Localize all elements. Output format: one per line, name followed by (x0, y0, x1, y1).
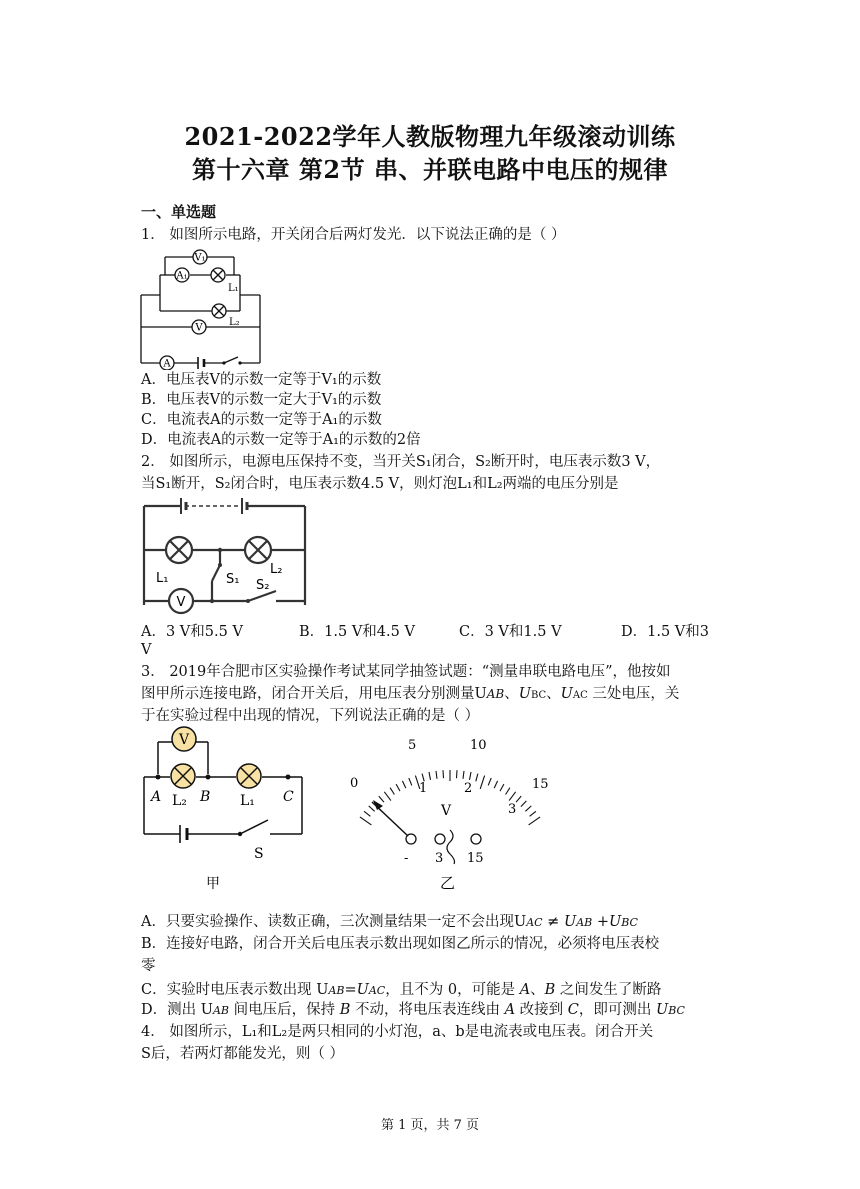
q4-stem-line-1: 4． 如图所示，L₁和L₂是两只相同的小灯泡，a、b是电流表或电压表。闭合开关 (141, 1024, 654, 1040)
q2-option-c: C．3 V和1.5 V (459, 624, 562, 640)
q1-label-a1: A₁ (176, 270, 188, 282)
q2-circuit-figure (140, 495, 310, 617)
q3a-label-l1: L₁ (240, 793, 255, 809)
q3b-scale-tick (396, 784, 400, 791)
q3b-scale-tick (470, 772, 472, 780)
q3b-scale-tick (521, 801, 527, 807)
q3b-scale-tick (494, 781, 497, 788)
q3b-scale-5: 5 (408, 738, 417, 753)
q3b-scale-tick (463, 771, 464, 779)
q3b-scale-tick (457, 770, 458, 778)
q3b-scale-15: 15 (532, 777, 549, 792)
q3a-label-s: S (254, 846, 264, 862)
q3a-label-c: C (283, 789, 294, 805)
q3b-scale-1: 1 (419, 781, 428, 796)
q3a-label-l2: L₂ (172, 793, 187, 809)
q3b-scale-tick (360, 817, 372, 825)
title-line-2: 第十六章 第2节 串、并联电路中电压的规律 (192, 155, 668, 184)
q1-option-a: A．电压表V的示数一定等于V₁的示数 (141, 372, 382, 388)
q3b-scale-tick (409, 778, 412, 785)
q3b-scale-tick (429, 772, 431, 780)
q2-option-b: B．1.5 V和4.5 V (299, 624, 415, 640)
q2-option-d-wrap: V (141, 642, 152, 658)
q3-stem-line-3: 于在实验过程中出现的情况，下列说法正确的是（ ） (141, 708, 480, 724)
q3-option-d: D．测出 UAB 间电压后，保持 B 不动，将电压表连线由 A 改接到 C，即可测出 UBC (141, 1002, 685, 1018)
title-line-1: 2021-2022学年人教版物理九年级滚动训练 (184, 122, 676, 151)
q1-label-v: V (195, 322, 203, 334)
q2-option-a: A．3 V和5.5 V (141, 624, 243, 640)
q3a-label-a: A (151, 789, 162, 805)
q1-option-c: C．电流表A的示数一定等于A₁的示数 (141, 412, 382, 428)
q2-label-s1: S₁ (226, 572, 240, 587)
q3a-label-b: B (200, 789, 211, 805)
q3a-label-v: V (178, 732, 190, 748)
q3b-scale-tick (384, 792, 391, 801)
q3b-scale-tick (402, 781, 405, 788)
q2-stem-line-1: 2． 如图所示，电源电压保持不变，当开关S₁闭合，S₂断开时，电压表示数3 V， (141, 454, 661, 470)
q2-label-v: V (176, 595, 186, 610)
q3b-scale-tick (530, 811, 536, 816)
q2-label-l1: L₁ (156, 571, 169, 586)
q3b-terminal-15: 15 (467, 851, 484, 866)
q3b-scale-tick (369, 806, 375, 811)
q3b-scale-tick (443, 770, 444, 778)
q3-stem-line-1: 3． 2019年合肥市区实验操作考试某同学抽签试题：“测量串联电路电压”，他按如 (141, 664, 671, 680)
q3-option-c: C．实验时电压表示数出现 UAB=UAC，且不为 0，可能是 A、B 之间发生了断路 (141, 982, 662, 998)
q2-label-l2: L₂ (270, 562, 283, 577)
q3-option-a: A．只要实验操作、读数正确，三次测量结果一定不会出现UAC ≠ UAB +UBC (141, 914, 638, 930)
q2-label-s2: S₂ (256, 578, 270, 593)
q2-stem-line-2: 当S₁断开，S₂闭合时，电压表示数4.5 V，则灯泡L₁和L₂两端的电压分别是 (141, 476, 619, 492)
q3b-scale-tick (476, 774, 478, 782)
q3b-scale-10: 10 (470, 738, 487, 753)
q1-circuit-figure (138, 245, 268, 370)
q2-option-d: D．1.5 V和3 (621, 624, 709, 640)
q3-voltmeter-figure (340, 730, 560, 895)
q1-stem: 1． 如图所示电路，开关闭合后两灯发光．以下说法正确的是（ ） (141, 227, 566, 243)
q3b-scale-3: 3 (508, 802, 517, 817)
q3b-scale-tick (506, 788, 510, 795)
q1-option-b: B．电压表V的示数一定大于V₁的示数 (141, 392, 382, 408)
q1-option-d: D．电流表A的示数一定等于A₁的示数的2倍 (141, 432, 421, 448)
q3b-scale-tick (525, 806, 531, 811)
q3b-scale-tick (516, 796, 521, 802)
q3b-scale-tick (529, 817, 541, 825)
q3b-scale-tick (500, 784, 504, 791)
q1-label-a: A (163, 358, 171, 370)
q3b-scale-tick (436, 771, 437, 779)
q3b-scale-tick (390, 788, 394, 795)
q3b-scale-tick (364, 811, 370, 816)
q3b-scale-0: 0 (350, 776, 359, 791)
q1-label-l2: L₂ (229, 317, 240, 328)
q3-option-b-wrap: 零 (141, 958, 156, 974)
q3a-label-caption: 甲 (206, 876, 220, 892)
page-footer: 第 1 页，共 7 页 (380, 1118, 480, 1133)
q1-label-v1: V₁ (194, 252, 206, 264)
section-heading: 一、单选题 (141, 203, 217, 221)
q3b-label-caption: 乙 (440, 874, 456, 892)
q3b-unit-v: V (441, 803, 452, 819)
q3b-terminal-neg: - (404, 851, 409, 866)
q3-stem-line-2: 图甲所示连接电路，闭合开关后，用电压表分别测量UAB、UBC、UAC 三处电压，关 (141, 686, 680, 702)
q3b-terminal-3: 3 (435, 851, 444, 866)
q3b-scale-tick (379, 796, 384, 802)
q3b-scale-tick (480, 776, 484, 789)
q1-label-l1: L₁ (228, 283, 239, 294)
q3b-scale-tick (509, 792, 516, 801)
q3-option-b: B．连接好电路，闭合开关后电压表示数出现如图乙所示的情况，必须将电压表校 (141, 936, 660, 952)
q4-stem-line-2: S后，若两灯都能发光，则（ ） (141, 1046, 345, 1062)
q3b-scale-2: 2 (464, 781, 473, 796)
q3-figure-a (140, 722, 310, 894)
q3b-scale-tick (488, 778, 491, 785)
